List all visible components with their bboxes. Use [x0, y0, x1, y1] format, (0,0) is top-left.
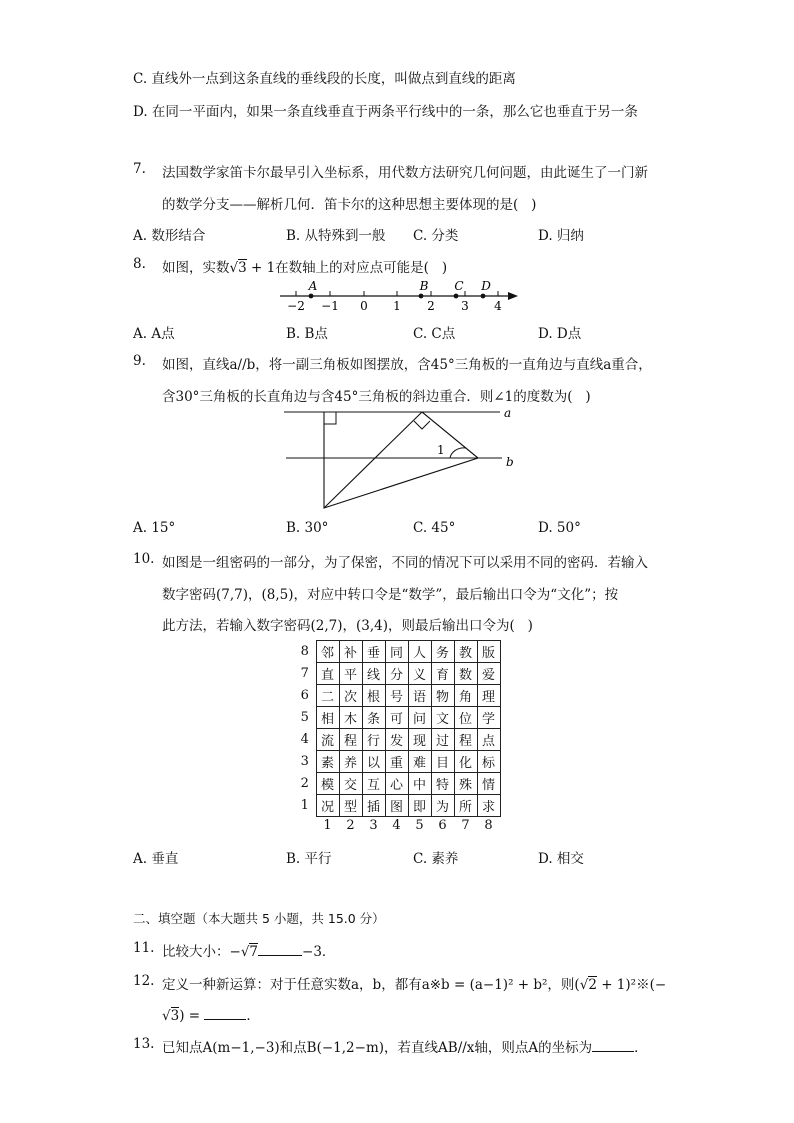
triangle-30-hyp: [422, 412, 478, 458]
grid-cell: 模: [316, 773, 339, 795]
q9-option-d: D. 50°: [538, 520, 581, 536]
q8-radicand: 3: [238, 260, 247, 276]
grid-cell: 文: [431, 707, 454, 729]
point-c: [454, 294, 459, 299]
grid-cell: 教: [454, 641, 477, 663]
grid-cell: 邻: [316, 641, 339, 663]
grid-cell: 互: [362, 773, 385, 795]
tick-label-0: 0: [360, 299, 368, 313]
q11-suffix: −3．: [302, 944, 336, 960]
grid-row-label: 2: [300, 776, 309, 791]
number-line-figure: [270, 278, 530, 314]
q10-option-d: D. 相交: [538, 851, 584, 867]
grid-cell: 爱: [477, 663, 500, 685]
q12-stem-line2: [162, 1004, 260, 1024]
q11-answer-blank[interactable]: [258, 943, 302, 956]
tick-label-1: 1: [393, 299, 401, 313]
q7-option-b: B. 从特殊到一般: [286, 228, 386, 244]
triangle-figure: [270, 404, 530, 516]
grid-cell: 特: [431, 773, 454, 795]
grid-cell: 过: [431, 729, 454, 751]
password-table: [294, 640, 501, 833]
grid-cell: 补: [339, 641, 362, 663]
q11-number: 11.: [133, 940, 155, 956]
grid-cell: 难: [408, 751, 431, 773]
triangle-45: [324, 412, 478, 508]
grid-cell: 况: [316, 795, 339, 817]
q9-stem-line1: 如图，直线a//b，将一副三角板如图摆放，含45°三角板的一直角边与直线a重合，: [162, 357, 652, 373]
grid-cell: 二: [316, 685, 339, 707]
tick-label-neg2: −2: [287, 299, 305, 313]
grid-cell: 所: [454, 795, 477, 817]
q8-stem: [162, 256, 447, 276]
grid-cell: 养: [339, 751, 362, 773]
grid-col-label: 6: [438, 817, 447, 833]
number-line-arrow: [508, 292, 518, 300]
q10-number: 10.: [133, 551, 155, 567]
q8-option-c: C. C点: [413, 326, 456, 342]
q9-option-c: C. 45°: [413, 520, 456, 536]
q8-option-a: A. A点: [133, 326, 175, 342]
grid-cell: 情: [477, 773, 500, 795]
q8-stem-prefix: 如图，实数: [162, 260, 230, 276]
grid-cell: 为: [431, 795, 454, 817]
grid-cell: 流: [316, 729, 339, 751]
grid-row: [294, 707, 500, 729]
q8-number: 8.: [133, 256, 146, 272]
q7-number: 7.: [133, 161, 146, 177]
grid-cell: 可: [385, 707, 408, 729]
q7-stem-line2: 的数学分支——解析几何．笛卡尔的这种思想主要体现的是( ): [162, 197, 537, 213]
grid-row-label: 5: [300, 710, 309, 725]
sqrt-sign: √: [162, 1008, 171, 1024]
q7-option-a: A. 数形结合: [133, 228, 206, 244]
q8-option-d: D. D点: [538, 326, 582, 342]
q13-number: 13.: [133, 1036, 155, 1052]
point-a: [309, 294, 314, 299]
angle-1-arc: [450, 448, 466, 458]
q7-option-d: D. 归纳: [538, 228, 584, 244]
grid-cell: 条: [362, 707, 385, 729]
q10-option-a: A. 垂直: [133, 851, 179, 867]
q12-text-a: 定义一种新运算：对于任意实数a，b，都有a※b = (a−1)² + b²，则(: [162, 977, 580, 993]
grid-row: [294, 729, 500, 751]
grid-cell: 分: [385, 663, 408, 685]
q11-stem: [162, 940, 335, 960]
triangle-30-edge: [324, 412, 422, 508]
grid-cell: 次: [339, 685, 362, 707]
grid-col-label: 5: [415, 817, 424, 833]
grid-cell: 殊: [454, 773, 477, 795]
point-d: [481, 294, 486, 299]
q9-option-b: B. 30°: [286, 520, 329, 536]
q13-tail: ．: [634, 1040, 648, 1056]
q12-text-c: ) =: [179, 1008, 201, 1024]
grid-cell: 点: [477, 729, 500, 751]
grid-cell: 数: [454, 663, 477, 685]
grid-corner: [294, 817, 316, 834]
angle-1-label: 1: [437, 443, 445, 457]
grid-cell: 行: [362, 729, 385, 751]
grid-cell: 直: [316, 663, 339, 685]
grid-cell: 插: [362, 795, 385, 817]
grid-cell: 型: [339, 795, 362, 817]
grid-row-label: 8: [300, 644, 309, 659]
grid-cell: 图: [385, 795, 408, 817]
grid-row: [294, 685, 500, 707]
grid-cell: 现: [408, 729, 431, 751]
q12-stem-line1: [162, 973, 666, 993]
grid-cell: 号: [385, 685, 408, 707]
q13-stem: [162, 1036, 648, 1056]
right-angle-mark-2: [414, 421, 430, 429]
q13-text: 已知点A(m−1,−3)和点B(−1,2−m)，若直线AB//x轴，则点A的坐标为: [162, 1040, 593, 1056]
point-d-label: D: [481, 279, 491, 293]
q10-stem-line1: 如图是一组密码的一部分，为了保密，不同的情况下可以采用不同的密码．若输入: [162, 555, 648, 571]
grid-cell: 以: [362, 751, 385, 773]
line-a-label: a: [504, 406, 512, 420]
sqrt-sign: √: [579, 977, 589, 993]
password-grid: [294, 640, 501, 833]
tick-label-2: 2: [427, 299, 435, 313]
grid-col-label: 3: [369, 817, 378, 833]
q10-stem-line3: 此方法，若输入数字密码(2,7)，(3,4)，则最后输出口令为( ): [162, 618, 533, 634]
grid-cell: 相: [316, 707, 339, 729]
grid-row: [294, 773, 500, 795]
point-c-label: C: [454, 279, 464, 293]
grid-cell: 目: [431, 751, 454, 773]
q12-text-d: ．: [246, 1008, 260, 1024]
grid-cell: 平: [339, 663, 362, 685]
tick-label-3: 3: [461, 299, 469, 313]
grid-cell: 中: [408, 773, 431, 795]
grid-cell: 语: [408, 685, 431, 707]
point-b: [419, 294, 424, 299]
q9-stem-line2: 含30°三角板的长直角边与含45°三角板的斜边重合．则∠1的度数为( ): [162, 389, 591, 405]
grid-cell: 育: [431, 663, 454, 685]
number-line-ticks: [296, 291, 498, 296]
grid-col-label: 1: [323, 817, 332, 833]
q12-radicand-1: 2: [588, 977, 597, 993]
grid-col-label: 2: [346, 817, 355, 833]
grid-column-labels: [294, 817, 500, 834]
right-angle-mark-1: [324, 412, 336, 424]
q6-option-c: C. 直线外一点到这条直线的垂线段的长度，叫做点到直线的距离: [133, 71, 516, 87]
sqrt-sign: √: [240, 944, 250, 960]
tick-label-neg1: −1: [321, 299, 339, 313]
q11-prefix: 比较大小：−: [162, 944, 241, 960]
grid-cell: 同: [385, 641, 408, 663]
grid-row-label: 7: [300, 666, 309, 681]
grid-cell: 求: [477, 795, 500, 817]
q13-answer-blank[interactable]: [592, 1039, 634, 1052]
tick-label-4: 4: [494, 299, 502, 313]
grid-row: [294, 795, 500, 817]
q11-radicand: 7: [249, 944, 259, 960]
grid-cell: 版: [477, 641, 500, 663]
point-b-label: B: [419, 279, 429, 293]
grid-cell: 化: [454, 751, 477, 773]
grid-cell: 问: [408, 707, 431, 729]
q9-number: 9.: [133, 353, 146, 369]
grid-cell: 木: [339, 707, 362, 729]
q12-text-b: + 1)²※(−: [596, 977, 667, 993]
grid-row-label: 1: [300, 798, 309, 813]
sqrt-sign: √: [229, 260, 239, 276]
q12-answer-blank[interactable]: [204, 1007, 246, 1020]
q8-stem-suffix: + 1在数轴上的对应点可能是( ): [246, 260, 448, 276]
grid-cell: 物: [431, 685, 454, 707]
grid-cell: 根: [362, 685, 385, 707]
grid-cell: 垂: [362, 641, 385, 663]
grid-row: [294, 751, 500, 773]
grid-col-label: 8: [484, 817, 493, 833]
q6-option-d: D. 在同一平面内，如果一条直线垂直于两条平行线中的一条，那么它也垂直于另一条: [133, 104, 638, 120]
grid-cell: 义: [408, 663, 431, 685]
grid-cell: 重: [385, 751, 408, 773]
q7-option-c: C. 分类: [413, 228, 459, 244]
grid-col-label: 7: [461, 817, 470, 833]
grid-row: [294, 641, 500, 663]
grid-cell: 学: [477, 707, 500, 729]
q10-stem-line2: 数字密码(7,7)，(8,5)，对应中转口令是“数学”，最后输出口令为“文化”；按: [162, 587, 619, 603]
grid-cell: 位: [454, 707, 477, 729]
q12-radicand-2: 3: [170, 1008, 180, 1024]
grid-cell: 程: [454, 729, 477, 751]
grid-cell: 素: [316, 751, 339, 773]
grid-row-label: 3: [300, 754, 309, 769]
grid-cell: 程: [339, 729, 362, 751]
grid-cell: 线: [362, 663, 385, 685]
grid-cell: 务: [431, 641, 454, 663]
q10-option-b: B. 平行: [286, 851, 332, 867]
grid-row-label: 6: [300, 688, 309, 703]
grid-cell: 角: [454, 685, 477, 707]
grid-cell: 即: [408, 795, 431, 817]
q9-option-a: A. 15°: [133, 520, 176, 536]
grid-cell: 标: [477, 751, 500, 773]
point-a-label: A: [308, 279, 318, 293]
q10-option-c: C. 素养: [413, 851, 459, 867]
grid-row-label: 4: [300, 732, 309, 747]
q7-stem-line1: 法国数学家笛卡尔最早引入坐标系，用代数方法研究几何问题，由此诞生了一门新: [162, 165, 648, 181]
section-title: 二、填空题（本大题共 5 小题，共 15.0 分）: [133, 911, 385, 926]
grid-cell: 理: [477, 685, 500, 707]
q8-option-b: B. B点: [286, 326, 328, 342]
line-b-label: b: [506, 455, 514, 469]
grid-cell: 人: [408, 641, 431, 663]
grid-cell: 心: [385, 773, 408, 795]
grid-cell: 交: [339, 773, 362, 795]
grid-cell: 发: [385, 729, 408, 751]
grid-row: [294, 663, 500, 685]
q12-number: 12.: [133, 973, 155, 989]
grid-col-label: 4: [392, 817, 401, 833]
